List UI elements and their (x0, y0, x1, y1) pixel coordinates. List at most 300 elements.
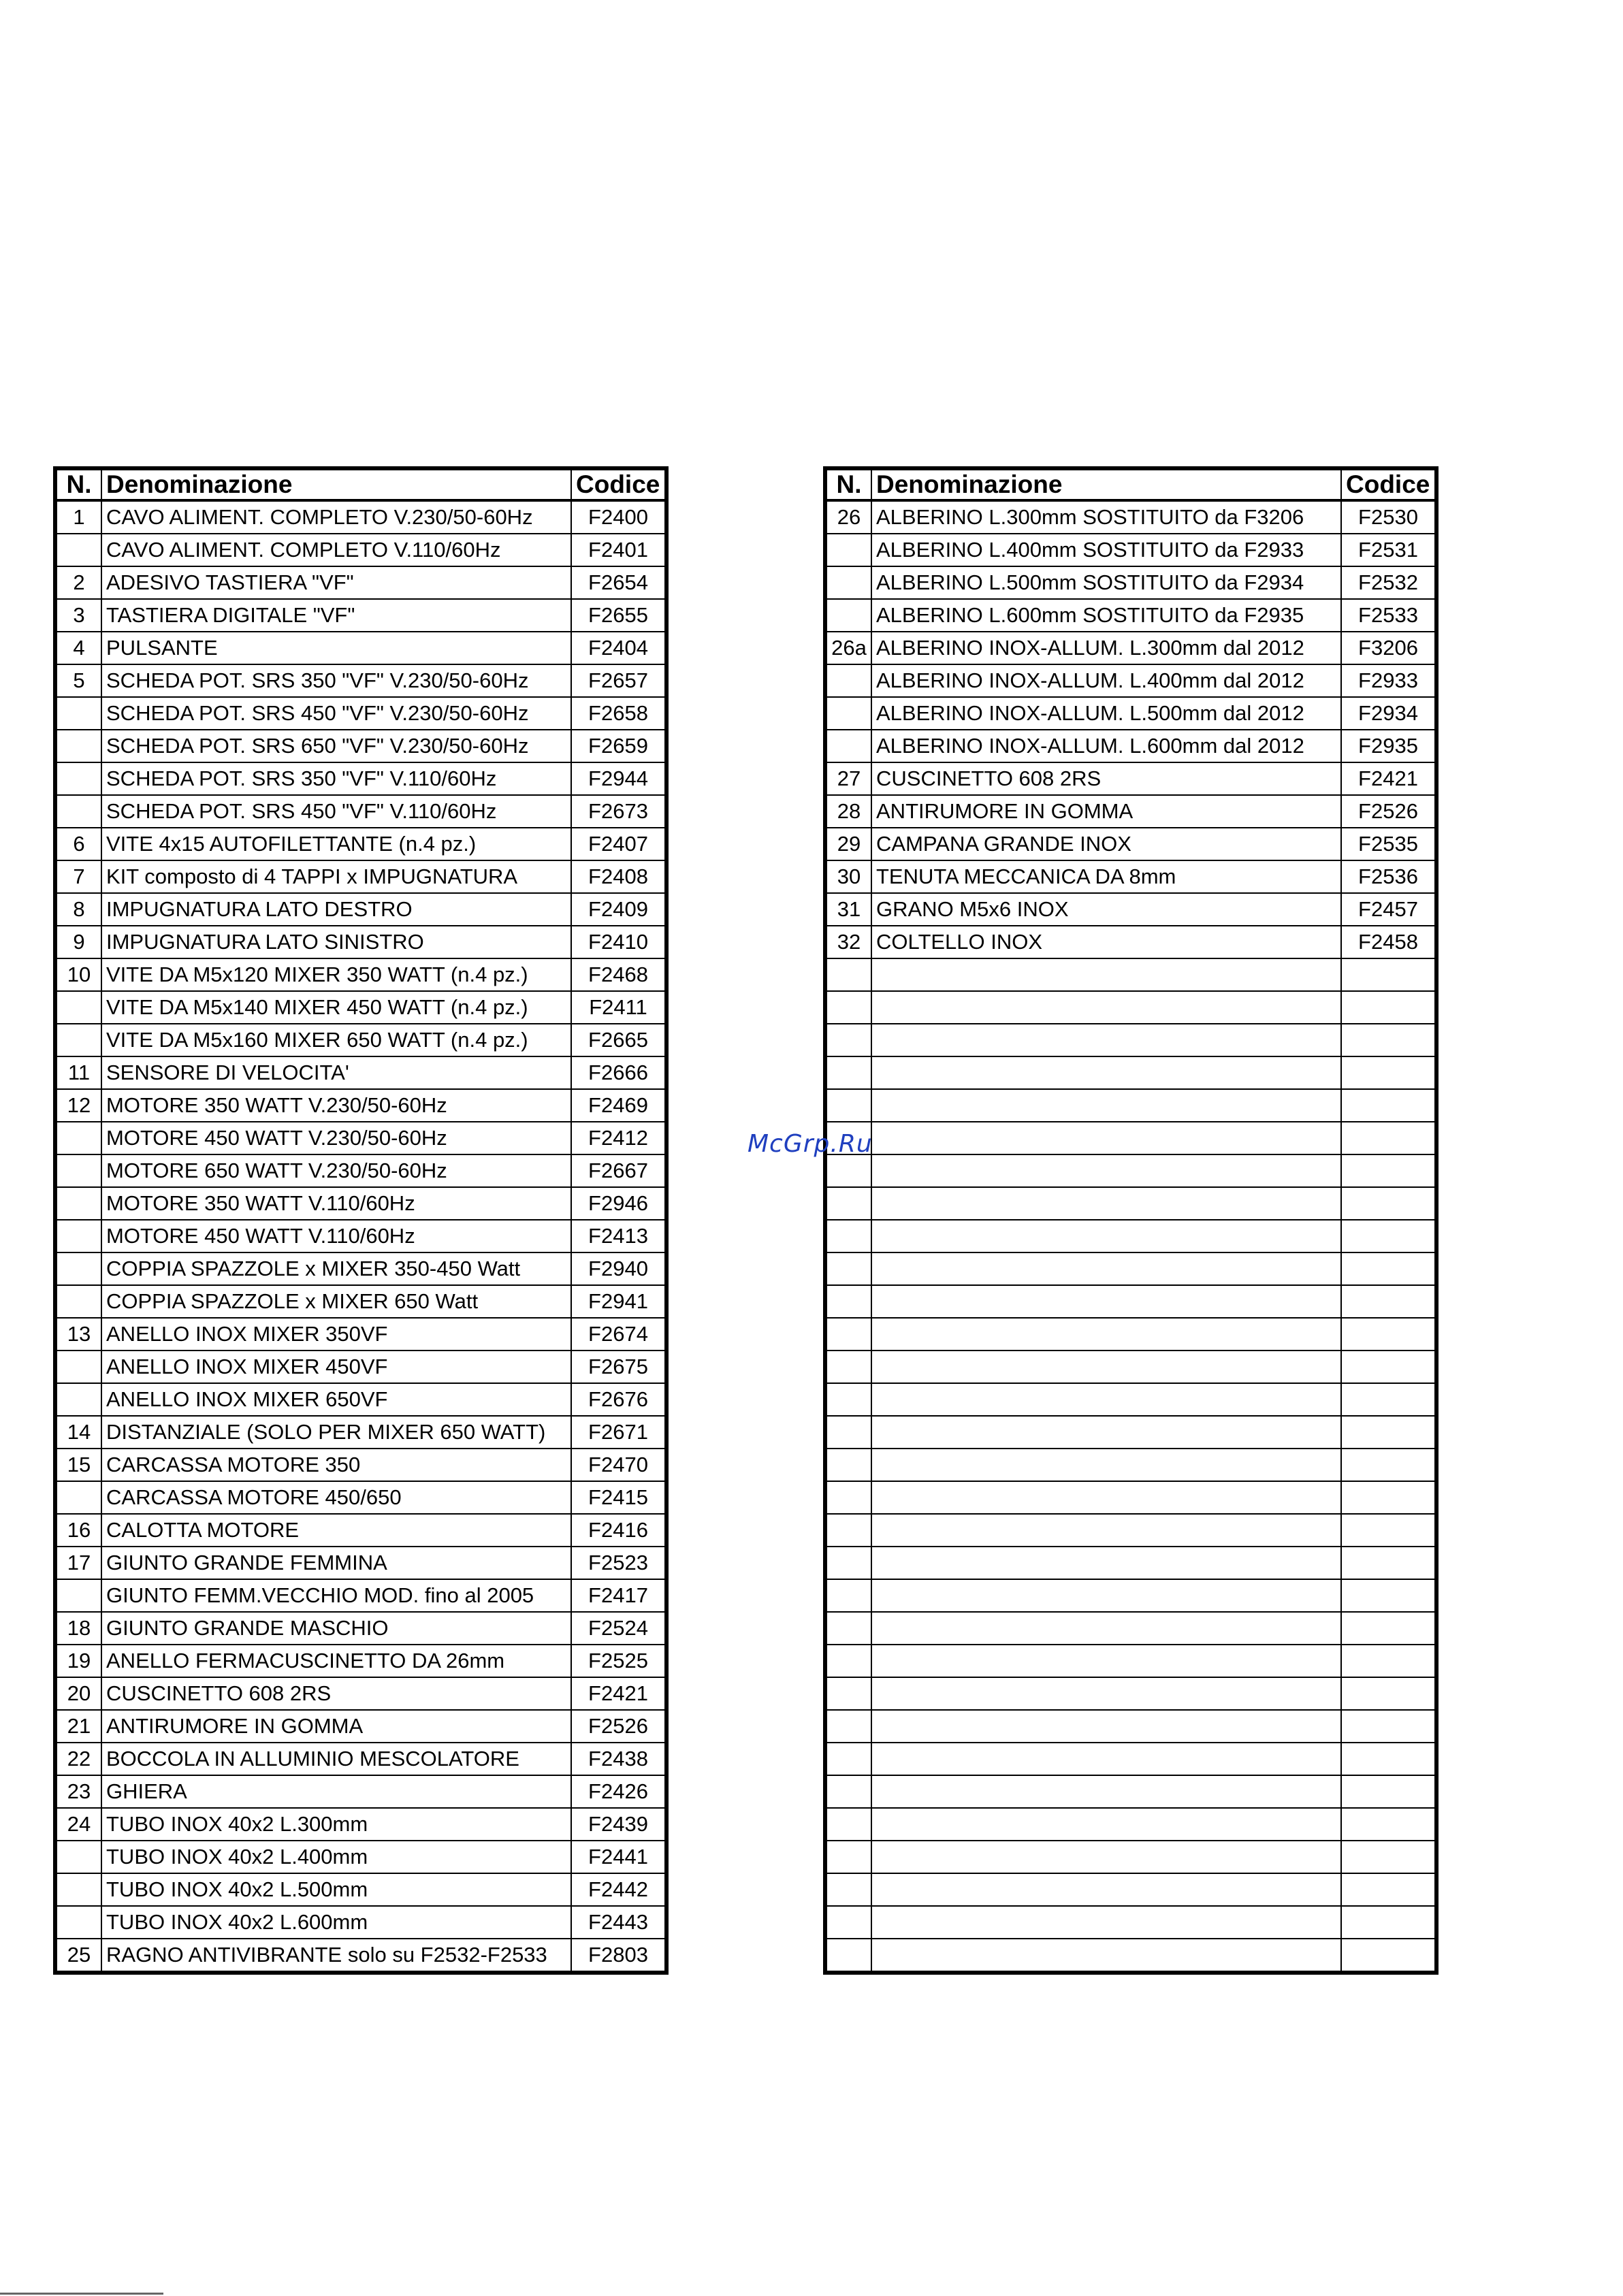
cell-code (1341, 1677, 1436, 1710)
cell-name: ALBERINO INOX-ALLUM. L.300mm dal 2012 (871, 632, 1341, 664)
cell-name: COPPIA SPAZZOLE x MIXER 350-450 Watt (101, 1252, 571, 1285)
table-row (55, 697, 666, 730)
table-row (825, 1645, 1436, 1677)
table-header-row (825, 468, 1436, 500)
cell-code: F2523 (571, 1547, 666, 1579)
table-row (825, 1056, 1436, 1089)
cell-n (825, 1808, 871, 1841)
table-row (55, 1220, 666, 1252)
cell-name: IMPUGNATURA LATO SINISTRO (101, 926, 571, 958)
cell-code (1341, 1743, 1436, 1775)
cell-n (825, 1351, 871, 1383)
cell-name (871, 1939, 1341, 1973)
cell-n (825, 1089, 871, 1122)
table-row (55, 534, 666, 566)
cell-n: 10 (55, 958, 101, 991)
cell-n: 30 (825, 860, 871, 893)
cell-name: SCHEDA POT. SRS 650 "VF" V.230/50-60Hz (101, 730, 571, 762)
cell-name: TUBO INOX 40x2 L.600mm (101, 1906, 571, 1939)
cell-code: F2458 (1341, 926, 1436, 958)
table-row (825, 1808, 1436, 1841)
table-row (825, 1775, 1436, 1808)
cell-code (1341, 1383, 1436, 1416)
cell-name: CAMPANA GRANDE INOX (871, 828, 1341, 860)
cell-code: F2409 (571, 893, 666, 926)
cell-n: 18 (55, 1612, 101, 1645)
cell-n: 4 (55, 632, 101, 664)
cell-n: 22 (55, 1743, 101, 1775)
table-row (55, 500, 666, 534)
cell-code (1341, 1318, 1436, 1351)
table-row (825, 730, 1436, 762)
cell-n (825, 1579, 871, 1612)
table-row (825, 632, 1436, 664)
table-row (55, 1416, 666, 1449)
cell-name: VITE 4x15 AUTOFILETTANTE (n.4 pz.) (101, 828, 571, 860)
cell-n (825, 697, 871, 730)
table-row (825, 1089, 1436, 1122)
table-row (825, 1351, 1436, 1383)
cell-name: SCHEDA POT. SRS 450 "VF" V.110/60Hz (101, 795, 571, 828)
cell-name: MOTORE 650 WATT V.230/50-60Hz (101, 1154, 571, 1187)
table-row (825, 1285, 1436, 1318)
cell-code: F2415 (571, 1481, 666, 1514)
cell-code (1341, 1024, 1436, 1056)
cell-n: 24 (55, 1808, 101, 1841)
cell-n (825, 1252, 871, 1285)
cell-name: MOTORE 450 WATT V.110/60Hz (101, 1220, 571, 1252)
cell-code: F2946 (571, 1187, 666, 1220)
cell-code: F2411 (571, 991, 666, 1024)
cell-code: F2535 (1341, 828, 1436, 860)
cell-n: 15 (55, 1449, 101, 1481)
cell-name: ALBERINO L.500mm SOSTITUITO da F2934 (871, 566, 1341, 599)
cell-code: F2940 (571, 1252, 666, 1285)
cell-n: 21 (55, 1710, 101, 1743)
cell-name: ANELLO INOX MIXER 650VF (101, 1383, 571, 1416)
cell-n: 17 (55, 1547, 101, 1579)
table-row (825, 1873, 1436, 1906)
cell-name: KIT composto di 4 TAPPI x IMPUGNATURA (101, 860, 571, 893)
cell-code: F2441 (571, 1841, 666, 1873)
table-row (55, 926, 666, 958)
cell-code: F2442 (571, 1873, 666, 1906)
table-row (825, 1220, 1436, 1252)
cell-code (1341, 1187, 1436, 1220)
table-row (825, 1154, 1436, 1187)
table-row (825, 566, 1436, 599)
cell-n: 3 (55, 599, 101, 632)
table-row (825, 1939, 1436, 1973)
cell-code (1341, 1645, 1436, 1677)
cell-code: F2468 (571, 958, 666, 991)
cell-code: F2416 (571, 1514, 666, 1547)
cell-name: VITE DA M5x140 MIXER 450 WATT (n.4 pz.) (101, 991, 571, 1024)
cell-n (825, 599, 871, 632)
cell-n: 11 (55, 1056, 101, 1089)
cell-name (871, 1841, 1341, 1873)
table-row (55, 1906, 666, 1939)
cell-code: F2410 (571, 926, 666, 958)
table-row (55, 664, 666, 697)
table-row (55, 1187, 666, 1220)
cell-n (825, 991, 871, 1024)
cell-n: 28 (825, 795, 871, 828)
cell-name: COLTELLO INOX (871, 926, 1341, 958)
cell-name: ALBERINO INOX-ALLUM. L.600mm dal 2012 (871, 730, 1341, 762)
cell-code: F2671 (571, 1416, 666, 1449)
table-row (55, 1024, 666, 1056)
cell-n: 13 (55, 1318, 101, 1351)
cell-n (55, 1351, 101, 1383)
cell-code (1341, 1481, 1436, 1514)
cell-name: TUBO INOX 40x2 L.400mm (101, 1841, 571, 1873)
cell-n: 32 (825, 926, 871, 958)
cell-code (1341, 1710, 1436, 1743)
table-row (55, 1383, 666, 1416)
cell-n: 9 (55, 926, 101, 958)
cell-n: 7 (55, 860, 101, 893)
cell-code (1341, 958, 1436, 991)
table-row (825, 893, 1436, 926)
table-row (55, 958, 666, 991)
table-row (825, 860, 1436, 893)
cell-n (825, 1220, 871, 1252)
table-row (825, 991, 1436, 1024)
cell-code: F2659 (571, 730, 666, 762)
cell-n (55, 1187, 101, 1220)
cell-n: 26 (825, 500, 871, 534)
table-row (825, 1187, 1436, 1220)
cell-n (55, 1154, 101, 1187)
cell-name: BOCCOLA IN ALLUMINIO MESCOLATORE (101, 1743, 571, 1775)
cell-n (55, 991, 101, 1024)
cell-n (825, 1775, 871, 1808)
table-row (55, 1514, 666, 1547)
table-row (55, 1579, 666, 1612)
cell-name (871, 1906, 1341, 1939)
table-row (55, 828, 666, 860)
cell-n (55, 1220, 101, 1252)
table-row (825, 1612, 1436, 1645)
table-row (825, 795, 1436, 828)
cell-code: F2421 (1341, 762, 1436, 795)
cell-name: ALBERINO INOX-ALLUM. L.400mm dal 2012 (871, 664, 1341, 697)
cell-n: 1 (55, 500, 101, 534)
cell-n (55, 1873, 101, 1906)
header-code: Codice (571, 468, 666, 500)
header-n: N. (55, 468, 101, 500)
cell-name (871, 1187, 1341, 1220)
cell-name: ALBERINO L.300mm SOSTITUITO da F3206 (871, 500, 1341, 534)
cell-code (1341, 991, 1436, 1024)
cell-code: F2400 (571, 500, 666, 534)
cell-code: F2941 (571, 1285, 666, 1318)
cell-n (825, 566, 871, 599)
cell-n (825, 664, 871, 697)
cell-code (1341, 1808, 1436, 1841)
cell-code: F2673 (571, 795, 666, 828)
cell-code: F2676 (571, 1383, 666, 1416)
cell-name (871, 1612, 1341, 1645)
cell-n (55, 1285, 101, 1318)
table-row (825, 599, 1436, 632)
cell-n (825, 1677, 871, 1710)
cell-name (871, 1743, 1341, 1775)
cell-n (55, 730, 101, 762)
cell-name: GIUNTO FEMM.VECCHIO MOD. fino al 2005 (101, 1579, 571, 1612)
cell-n (825, 1187, 871, 1220)
cell-name: ANTIRUMORE IN GOMMA (871, 795, 1341, 828)
cell-name (871, 1677, 1341, 1710)
cell-code: F2470 (571, 1449, 666, 1481)
cell-name: IMPUGNATURA LATO DESTRO (101, 893, 571, 926)
cell-n (825, 1285, 871, 1318)
cell-n: 25 (55, 1939, 101, 1973)
table-row (55, 1547, 666, 1579)
cell-code (1341, 1514, 1436, 1547)
cell-code: F2531 (1341, 534, 1436, 566)
cell-code: F2421 (571, 1677, 666, 1710)
cell-code: F2438 (571, 1743, 666, 1775)
cell-n (825, 1416, 871, 1449)
cell-name: ANELLO INOX MIXER 450VF (101, 1351, 571, 1383)
table-row (55, 1677, 666, 1710)
table-row (825, 1579, 1436, 1612)
cell-name (871, 1547, 1341, 1579)
table-row (825, 1677, 1436, 1710)
table-row (825, 664, 1436, 697)
table-row (55, 566, 666, 599)
cell-name: ALBERINO L.400mm SOSTITUITO da F2933 (871, 534, 1341, 566)
cell-name: COPPIA SPAZZOLE x MIXER 650 Watt (101, 1285, 571, 1318)
cell-n (825, 1514, 871, 1547)
cell-name (871, 1449, 1341, 1481)
cell-code (1341, 1579, 1436, 1612)
table-row (55, 1743, 666, 1775)
cell-code: F2439 (571, 1808, 666, 1841)
cell-n (825, 1547, 871, 1579)
cell-code: F2526 (571, 1710, 666, 1743)
cell-name (871, 1024, 1341, 1056)
cell-name: ALBERINO L.600mm SOSTITUITO da F2935 (871, 599, 1341, 632)
cell-name (871, 1645, 1341, 1677)
cell-name: TUBO INOX 40x2 L.500mm (101, 1873, 571, 1906)
cell-name (871, 1351, 1341, 1383)
table-row (55, 1645, 666, 1677)
cell-n: 8 (55, 893, 101, 926)
parts-table-right (823, 466, 1439, 1975)
cell-code: F2412 (571, 1122, 666, 1154)
cell-name (871, 958, 1341, 991)
cell-n (825, 1318, 871, 1351)
cell-name: CARCASSA MOTORE 450/650 (101, 1481, 571, 1514)
cell-code: F2675 (571, 1351, 666, 1383)
cell-name (871, 1579, 1341, 1612)
cell-n: 14 (55, 1416, 101, 1449)
cell-name: CUSCINETTO 608 2RS (101, 1677, 571, 1710)
cell-code (1341, 1285, 1436, 1318)
table-row (55, 730, 666, 762)
cell-name (871, 1808, 1341, 1841)
cell-name (871, 1775, 1341, 1808)
table-row (55, 893, 666, 926)
cell-name (871, 1220, 1341, 1252)
cell-code: F2665 (571, 1024, 666, 1056)
header-name: Denominazione (871, 468, 1341, 500)
header-name: Denominazione (101, 468, 571, 500)
cell-n (825, 1481, 871, 1514)
table-row (55, 1710, 666, 1743)
table-row (825, 958, 1436, 991)
cell-name: ANTIRUMORE IN GOMMA (101, 1710, 571, 1743)
table-row (55, 1318, 666, 1351)
cell-n (55, 1481, 101, 1514)
cell-name: RAGNO ANTIVIBRANTE solo su F2532-F2533 (101, 1939, 571, 1973)
cell-name: SCHEDA POT. SRS 350 "VF" V.230/50-60Hz (101, 664, 571, 697)
cell-code: F2944 (571, 762, 666, 795)
cell-code: F3206 (1341, 632, 1436, 664)
table-row (825, 1024, 1436, 1056)
cell-code: F2934 (1341, 697, 1436, 730)
cell-name (871, 1873, 1341, 1906)
cell-code (1341, 1612, 1436, 1645)
cell-code (1341, 1547, 1436, 1579)
cell-name (871, 1416, 1341, 1449)
cell-n (55, 1906, 101, 1939)
table-row (55, 1873, 666, 1906)
cell-code (1341, 1220, 1436, 1252)
table-row (55, 1122, 666, 1154)
table-row (55, 991, 666, 1024)
cell-code (1341, 1873, 1436, 1906)
table-row (825, 1122, 1436, 1154)
cell-code (1341, 1906, 1436, 1939)
table-row (825, 500, 1436, 534)
table-row (825, 1449, 1436, 1481)
cell-name: TENUTA MECCANICA DA 8mm (871, 860, 1341, 893)
table-row (55, 860, 666, 893)
cell-n: 19 (55, 1645, 101, 1677)
cell-code: F2526 (1341, 795, 1436, 828)
cell-name: SCHEDA POT. SRS 350 "VF" V.110/60Hz (101, 762, 571, 795)
cell-code (1341, 1449, 1436, 1481)
table-row (825, 1383, 1436, 1416)
table-row (55, 1285, 666, 1318)
cell-code: F2426 (571, 1775, 666, 1808)
cell-n: 27 (825, 762, 871, 795)
table-row (825, 926, 1436, 958)
cell-name: ANELLO INOX MIXER 350VF (101, 1318, 571, 1351)
table-row (55, 1481, 666, 1514)
table-row (55, 762, 666, 795)
table-row (825, 1906, 1436, 1939)
cell-code: F2667 (571, 1154, 666, 1187)
cell-name: VITE DA M5x160 MIXER 650 WATT (n.4 pz.) (101, 1024, 571, 1056)
cell-name: TUBO INOX 40x2 L.300mm (101, 1808, 571, 1841)
cell-n (55, 534, 101, 566)
cell-code (1341, 1252, 1436, 1285)
cell-code: F2935 (1341, 730, 1436, 762)
cell-name (871, 1252, 1341, 1285)
cell-name: SENSORE DI VELOCITA' (101, 1056, 571, 1089)
cell-n (825, 1612, 871, 1645)
cell-name: GRANO M5x6 INOX (871, 893, 1341, 926)
cell-code (1341, 1775, 1436, 1808)
cell-code: F2658 (571, 697, 666, 730)
watermark-text: McGrp.Ru (748, 1130, 873, 1158)
cell-name: MOTORE 350 WATT V.230/50-60Hz (101, 1089, 571, 1122)
table-row (55, 1056, 666, 1089)
table-row (55, 1808, 666, 1841)
cell-n (825, 730, 871, 762)
cell-n (55, 1122, 101, 1154)
table-row (55, 1089, 666, 1122)
cell-n (825, 1056, 871, 1089)
cell-n (55, 1841, 101, 1873)
table-row (825, 1841, 1436, 1873)
cell-code: F2933 (1341, 664, 1436, 697)
cell-code: F2657 (571, 664, 666, 697)
cell-name (871, 1285, 1341, 1318)
table-row (55, 1612, 666, 1645)
cell-n (55, 1579, 101, 1612)
table-row (825, 1318, 1436, 1351)
cell-code: F2803 (571, 1939, 666, 1973)
cell-n: 23 (55, 1775, 101, 1808)
table-row (55, 1841, 666, 1873)
cell-name: TASTIERA DIGITALE "VF" (101, 599, 571, 632)
cell-n (825, 1873, 871, 1906)
cell-name: CUSCINETTO 608 2RS (871, 762, 1341, 795)
cell-code (1341, 1154, 1436, 1187)
cell-n (55, 1024, 101, 1056)
cell-code: F2525 (571, 1645, 666, 1677)
cell-code (1341, 1351, 1436, 1383)
table-row (55, 599, 666, 632)
table-row (825, 1514, 1436, 1547)
cell-code (1341, 1416, 1436, 1449)
header-code: Codice (1341, 468, 1436, 500)
table-row (825, 1416, 1436, 1449)
cell-code (1341, 1122, 1436, 1154)
parts-table-left (53, 466, 669, 1975)
cell-code: F2457 (1341, 893, 1436, 926)
cell-n: 6 (55, 828, 101, 860)
cell-code: F2530 (1341, 500, 1436, 534)
cell-code: F2536 (1341, 860, 1436, 893)
cell-code: F2417 (571, 1579, 666, 1612)
cell-n (55, 762, 101, 795)
cell-code: F2533 (1341, 599, 1436, 632)
bottom-rule (0, 2293, 163, 2295)
cell-n: 2 (55, 566, 101, 599)
table-row (55, 1154, 666, 1187)
table-row (55, 1775, 666, 1808)
table-row (825, 1710, 1436, 1743)
cell-n (55, 1383, 101, 1416)
cell-n: 16 (55, 1514, 101, 1547)
cell-code (1341, 1939, 1436, 1973)
cell-n: 29 (825, 828, 871, 860)
cell-code: F2404 (571, 632, 666, 664)
table-header-row (55, 468, 666, 500)
cell-code: F2469 (571, 1089, 666, 1122)
cell-code: F2443 (571, 1906, 666, 1939)
cell-code: F2408 (571, 860, 666, 893)
cell-name (871, 1514, 1341, 1547)
cell-n (825, 1906, 871, 1939)
